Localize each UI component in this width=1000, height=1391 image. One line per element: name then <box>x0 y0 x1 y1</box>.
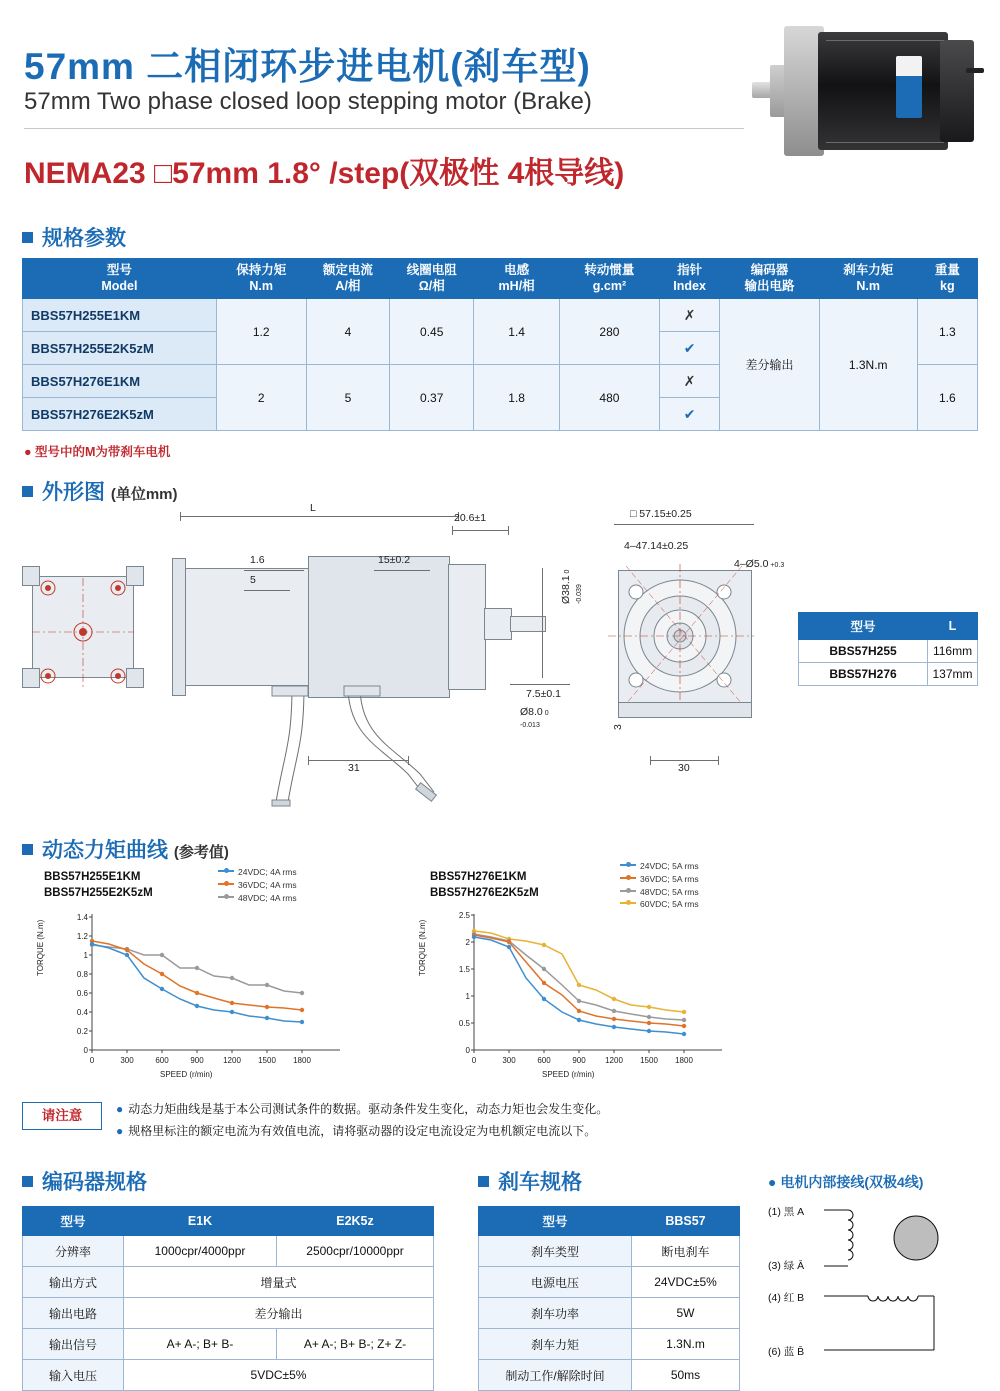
spec-col-encoder: 编码器 输出电路 <box>720 259 819 299</box>
svg-text:1.4: 1.4 <box>76 913 88 922</box>
chart-1-xlabel: SPEED (r/min) <box>160 1070 213 1079</box>
chart-2-legend-item: 36VDC; 5A rms <box>620 873 699 886</box>
dim-tick-206-l <box>452 526 453 535</box>
encoder-table <box>22 1206 434 1391</box>
table-row <box>479 1236 740 1267</box>
spec-table <box>22 258 978 431</box>
spec-inertia: 480 <box>560 365 660 431</box>
spec-model: BBS57H276E1KM <box>23 365 217 398</box>
bullet-square-icon <box>22 844 33 855</box>
svg-text:600: 600 <box>155 1056 169 1065</box>
section-heading-brake <box>478 1166 582 1196</box>
spec-index: ✗ <box>659 365 720 398</box>
chart-2-legend-item: 48VDC; 5A rms <box>620 886 699 899</box>
spec-weight: 1.3 <box>917 299 977 365</box>
spec-inductance: 1.4 <box>474 299 560 365</box>
spec-current: 4 <box>306 299 390 365</box>
svg-text:0.5: 0.5 <box>458 1019 470 1028</box>
dim-30-label: 30 <box>678 762 690 774</box>
dim-3-label: 3 <box>612 724 624 730</box>
svg-text:2: 2 <box>465 938 470 947</box>
wiring-diagram <box>768 1170 988 1370</box>
svg-text:1200: 1200 <box>605 1056 623 1065</box>
length-table <box>798 612 978 686</box>
encoder-val-e1k: 1000cpr/4000ppr <box>124 1236 277 1267</box>
section-heading-outline-unit: (单位mm) <box>110 486 178 503</box>
chart-2-xlabel: SPEED (r/min) <box>542 1070 595 1079</box>
dim-381-label: Ø38.1 0 -0.039 <box>560 569 583 604</box>
length-col-model: 型号 <box>799 613 928 640</box>
section-heading-curve-sub: (参考值) <box>173 844 229 861</box>
bullet-icon: ● <box>116 1124 124 1138</box>
motor-product-image <box>770 10 985 185</box>
motor-edge-line-1 <box>826 40 944 41</box>
notice-label: 请注意 <box>22 1102 102 1130</box>
encoder-val-both: 差分输出 <box>124 1298 434 1329</box>
spec-model: BBS57H255E1KM <box>23 299 217 332</box>
dim-tick-206-r <box>508 526 509 535</box>
svg-text:0: 0 <box>89 1056 95 1065</box>
dim-dia5-label: 4–Ø5.0 +0.3 <box>734 558 785 570</box>
brake-key: 制动工作/解除时间 <box>479 1360 632 1391</box>
chart-2-legend-item: 60VDC; 5A rms <box>620 898 699 911</box>
svg-text:0.6: 0.6 <box>76 989 88 998</box>
spec-index: ✔ <box>659 398 720 431</box>
dim-31-label: 31 <box>348 762 360 774</box>
spec-model: BBS57H276E2K5zM <box>23 398 217 431</box>
spec-col-brake: 刹车力矩 N.m <box>819 259 917 299</box>
chart-1-plot <box>40 900 360 1080</box>
motor-edge-line-2 <box>826 142 944 143</box>
brake-value: 24VDC±5% <box>632 1267 740 1298</box>
table-row <box>799 663 978 686</box>
page-subtitle-en: 57mm Two phase closed loop stepping motor (Brake) <box>24 88 592 115</box>
notice-line: ● 动态力矩曲线是基于本公司测试条件的数据。驱动条件发生变化，动态力矩也会发生变化。 <box>116 1102 609 1116</box>
chart-2-ylabel: TORQUE (N.m) <box>418 919 427 976</box>
side-view-cables <box>172 684 502 808</box>
dim-5-label: 5 <box>250 574 256 586</box>
section-heading-curve <box>22 834 229 864</box>
dim-line-5 <box>244 590 290 591</box>
bullet-square-icon <box>22 486 33 497</box>
section-heading-encoder-label: 编码器规格 <box>42 1171 147 1194</box>
chart-2-legend-item: 24VDC; 5A rms <box>620 860 699 873</box>
brake-key: 刹车类型 <box>479 1236 632 1267</box>
brake-col-bbs57: BBS57 <box>632 1207 740 1236</box>
encoder-key: 输出方式 <box>23 1267 124 1298</box>
notice-line: ● 规格里标注的额定电流为有效值电流，请将驱动器的设定电流设定为电机额定电流以下。 <box>116 1124 597 1138</box>
svg-text:1: 1 <box>83 951 88 960</box>
spec-index: ✔ <box>659 332 720 365</box>
chart-1-legend-item: 24VDC; 4A rms <box>218 866 297 879</box>
wiring-heading-label: 电机内部接线(双极4线) <box>780 1174 924 1190</box>
table-row <box>479 1267 740 1298</box>
side-view-shaft <box>510 616 546 632</box>
encoder-col-e1k: E1K <box>124 1207 277 1236</box>
table-row <box>23 1236 434 1267</box>
bullet-square-icon <box>22 232 33 243</box>
spec-col-weight: 重量 kg <box>917 259 977 299</box>
svg-text:0: 0 <box>465 1046 470 1055</box>
spec-col-index: 指针 Index <box>659 259 720 299</box>
encoder-table-header-row <box>23 1207 434 1236</box>
dim-tick-31-l <box>308 756 309 765</box>
encoder-val-both: 增量式 <box>124 1267 434 1298</box>
table-row <box>23 1329 434 1360</box>
encoder-key: 输出信号 <box>23 1329 124 1360</box>
section-heading-brake-label: 刹车规格 <box>498 1171 582 1194</box>
front-view-base <box>618 702 752 718</box>
chart-1-legend-item: 48VDC; 4A rms <box>218 892 297 905</box>
dim-line-206 <box>452 530 508 531</box>
svg-text:300: 300 <box>120 1056 134 1065</box>
chart-1-legend-item: 36VDC; 4A rms <box>218 879 297 892</box>
side-view-motor-body <box>308 556 450 698</box>
dim-line-L <box>180 516 458 517</box>
header-divider <box>24 128 744 129</box>
dim-206-label: 20.6±1 <box>454 512 487 524</box>
brake-table-header-row <box>479 1207 740 1236</box>
length-model: BBS57H255 <box>799 640 928 663</box>
motor-cable <box>966 68 984 73</box>
page-nema-line: NEMA23 □57mm 1.8° /step(双极性 4根导线) <box>24 157 625 190</box>
table-row <box>23 1267 434 1298</box>
side-view-flange <box>448 564 486 690</box>
notice-block <box>22 1098 978 1150</box>
brake-key: 刹车力矩 <box>479 1329 632 1360</box>
dim-tick-30-l <box>650 756 651 765</box>
svg-text:1: 1 <box>465 992 470 1001</box>
svg-text:600: 600 <box>537 1056 551 1065</box>
spec-torque: 2 <box>216 365 306 431</box>
svg-text:0.2: 0.2 <box>76 1027 88 1036</box>
svg-text:1.5: 1.5 <box>458 965 470 974</box>
bullet-icon: ● <box>116 1102 124 1116</box>
chart-1-title: BBS57H255E1KM BBS57H255E2K5zM <box>44 871 153 899</box>
svg-text:1500: 1500 <box>640 1056 658 1065</box>
rear-view-detail <box>22 558 152 698</box>
spec-col-inductance: 电感 mH/相 <box>474 259 560 299</box>
spec-resistance: 0.37 <box>390 365 474 431</box>
side-view-rear-cap <box>172 558 186 696</box>
bullet-icon: ● <box>768 1174 777 1190</box>
side-view-rear-section <box>172 568 310 686</box>
table-row <box>479 1329 740 1360</box>
dim-5715-label: □ 57.15±0.25 <box>630 508 692 520</box>
spec-model: BBS57H255E2K5zM <box>23 332 217 365</box>
torque-curve-charts <box>22 861 978 1086</box>
brake-value: 50ms <box>632 1360 740 1391</box>
svg-text:0.4: 0.4 <box>76 1008 88 1017</box>
page-header <box>0 0 1000 200</box>
length-model: BBS57H276 <box>799 663 928 686</box>
chart-2-plot <box>422 900 752 1080</box>
length-value: 116mm <box>928 640 978 663</box>
dim-line-16 <box>244 570 304 571</box>
motor-body <box>818 32 948 150</box>
spec-brake-torque: 1.3N.m <box>819 299 917 431</box>
encoder-col-model: 型号 <box>23 1207 124 1236</box>
motor-rear-cap <box>940 40 974 142</box>
motor-label-top <box>896 56 922 76</box>
bullet-square-icon <box>478 1176 489 1187</box>
svg-text:1200: 1200 <box>223 1056 241 1065</box>
dim-15-label: 15±0.2 <box>378 554 411 566</box>
spec-table-header-row <box>23 259 978 299</box>
dim-4714-label: 4–47.14±0.25 <box>624 540 689 552</box>
chart-2-title: BBS57H276E1KM BBS57H276E2K5zM <box>430 871 539 899</box>
encoder-val-e1k: A+ A-; B+ B- <box>124 1329 277 1360</box>
section-heading-curve-label: 动态力矩曲线 <box>42 839 168 862</box>
svg-text:1800: 1800 <box>675 1056 693 1065</box>
dim-line-75 <box>510 684 570 685</box>
wiring-schematic <box>824 1194 984 1366</box>
brake-key: 电源电压 <box>479 1267 632 1298</box>
encoder-key: 分辨率 <box>23 1236 124 1267</box>
brake-value: 5W <box>632 1298 740 1329</box>
spec-index: ✗ <box>659 299 720 332</box>
dim-L-label: L <box>310 502 316 514</box>
svg-text:1.2: 1.2 <box>76 932 88 941</box>
dim-line-5715 <box>614 524 754 525</box>
svg-text:1800: 1800 <box>293 1056 311 1065</box>
brake-table <box>478 1206 740 1391</box>
svg-text:0: 0 <box>471 1056 477 1065</box>
spec-col-inertia: 转动惯量 g.cm² <box>560 259 660 299</box>
svg-text:2.5: 2.5 <box>458 911 470 920</box>
table-row <box>23 299 978 332</box>
encoder-key: 输出电路 <box>23 1298 124 1329</box>
section-heading-spec <box>22 222 126 252</box>
encoder-key: 输入电压 <box>23 1360 124 1391</box>
side-view-shaft-base <box>484 608 512 640</box>
brake-value: 断电刹车 <box>632 1236 740 1267</box>
spec-weight: 1.6 <box>917 365 977 431</box>
wire-label-1: (1) 黑 A <box>768 1206 805 1218</box>
svg-text:900: 900 <box>572 1056 586 1065</box>
length-col-L: L <box>928 613 978 640</box>
chart-1-ylabel: TORQUE (N.m) <box>36 919 45 976</box>
dim-tick-31-r <box>408 756 409 765</box>
dim-line-381 <box>542 568 543 678</box>
section-heading-outline <box>22 476 178 506</box>
chart-1-legend <box>218 866 297 904</box>
dim-line-31 <box>308 760 408 761</box>
encoder-val-both: 5VDC±5% <box>124 1360 434 1391</box>
encoder-val-e2k5z: 2500cpr/10000ppr <box>277 1236 434 1267</box>
dim-75-label: 7.5±0.1 <box>526 688 561 700</box>
svg-text:0.8: 0.8 <box>76 970 88 979</box>
spec-col-resistance: 线圈电阻 Ω/相 <box>390 259 474 299</box>
wire-label-6: (6) 蓝 B̄ <box>768 1346 805 1358</box>
dim-tick-30-r <box>718 756 719 765</box>
section-heading-spec-label: 规格参数 <box>42 227 126 250</box>
table-row <box>479 1298 740 1329</box>
page-title: 57mm 二相闭环步进电机(刹车型) <box>24 46 591 87</box>
length-value: 137mm <box>928 663 978 686</box>
brake-key: 刹车功率 <box>479 1298 632 1329</box>
dim-tick-L-left <box>180 512 181 521</box>
wire-label-4: (4) 红 B <box>768 1292 805 1304</box>
dim-80-label: Ø8.0 0 -0.013 <box>520 706 549 729</box>
spec-torque: 1.2 <box>216 299 306 365</box>
spec-resistance: 0.45 <box>390 299 474 365</box>
dim-line-30 <box>650 760 718 761</box>
encoder-col-e2k5z: E2K5z <box>277 1207 434 1236</box>
bullet-square-icon <box>22 1176 33 1187</box>
spec-encoder: 差分输出 <box>720 299 819 431</box>
brake-col-model: 型号 <box>479 1207 632 1236</box>
svg-text:300: 300 <box>502 1056 516 1065</box>
spec-col-current: 额定电流 A/相 <box>306 259 390 299</box>
spec-table-note: ● 型号中的M为带刹车电机 <box>24 445 171 459</box>
spec-col-torque: 保持力矩 N.m <box>216 259 306 299</box>
section-heading-encoder <box>22 1166 147 1196</box>
svg-text:1500: 1500 <box>258 1056 276 1065</box>
encoder-val-e2k5z: A+ A-; B+ B-; Z+ Z- <box>277 1329 434 1360</box>
table-row <box>23 1298 434 1329</box>
dim-16-label: 1.6 <box>250 554 265 566</box>
length-table-header-row <box>799 613 978 640</box>
table-row <box>799 640 978 663</box>
spec-col-model: 型号 Model <box>23 259 217 299</box>
spec-current: 5 <box>306 365 390 431</box>
brake-value: 1.3N.m <box>632 1329 740 1360</box>
section-heading-outline-label: 外形图 <box>42 481 105 504</box>
spec-inductance: 1.8 <box>474 365 560 431</box>
wire-label-3: (3) 绿 Ā <box>768 1260 805 1272</box>
svg-text:0: 0 <box>83 1046 88 1055</box>
dim-line-15 <box>374 570 430 571</box>
svg-text:900: 900 <box>190 1056 204 1065</box>
spec-inertia: 280 <box>560 299 660 365</box>
